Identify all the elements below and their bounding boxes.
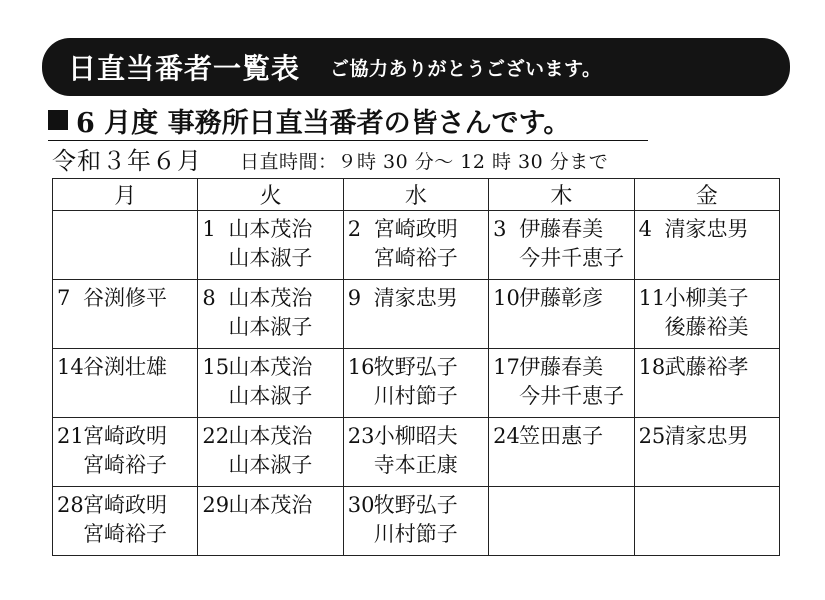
day-number: 25 bbox=[638, 424, 666, 448]
weekday-header: 金 bbox=[634, 179, 779, 211]
day-cell-content bbox=[57, 353, 193, 382]
day-number: 29 bbox=[202, 493, 230, 517]
day-cell bbox=[198, 349, 343, 418]
day-number: 24 bbox=[493, 424, 520, 448]
day-cell-content bbox=[202, 284, 338, 342]
day-cell bbox=[53, 349, 198, 418]
duty-person: 清家忠男 bbox=[664, 424, 749, 448]
day-cell-content bbox=[639, 284, 775, 342]
day-cell bbox=[53, 280, 198, 349]
day-cell-content bbox=[639, 422, 775, 451]
duty-person: 伊藤彰彦 bbox=[519, 286, 604, 310]
day-cell bbox=[198, 211, 343, 280]
week-row bbox=[53, 487, 780, 556]
week-row bbox=[53, 211, 780, 280]
duty-person: 山本茂治 bbox=[228, 355, 313, 379]
day-number: 11 bbox=[638, 286, 666, 310]
duty-person: 宮崎政明 bbox=[83, 424, 167, 448]
day-number: 23 bbox=[347, 424, 375, 448]
day-cell bbox=[198, 280, 343, 349]
duty-names bbox=[519, 284, 603, 313]
subtitle bbox=[48, 100, 648, 141]
duty-person: 今井千恵子 bbox=[519, 384, 625, 408]
duty-person: 谷渕修平 bbox=[83, 286, 167, 310]
duty-person: 山本淑子 bbox=[228, 246, 313, 270]
duty-person: 宮崎政明 bbox=[83, 493, 167, 517]
day-number: 8 bbox=[202, 286, 216, 310]
duty-person: 武藤裕孝 bbox=[664, 355, 749, 379]
duty-person: 牧野弘子 bbox=[373, 355, 458, 379]
weekday-header: 火 bbox=[198, 179, 343, 211]
duty-person: 山本淑子 bbox=[228, 315, 313, 339]
weekday-header: 水 bbox=[343, 179, 488, 211]
duty-names bbox=[228, 215, 312, 273]
day-cell-content bbox=[202, 422, 338, 480]
duty-person: 宮崎裕子 bbox=[83, 522, 167, 546]
calendar-body bbox=[53, 211, 780, 556]
day-cell bbox=[489, 211, 634, 280]
day-cell bbox=[53, 418, 198, 487]
duty-names bbox=[228, 422, 312, 480]
day-number: 1 bbox=[202, 217, 216, 241]
duty-person: 伊藤春美 bbox=[519, 217, 604, 241]
day-cell-content bbox=[57, 491, 193, 549]
duty-person: 牧野弘子 bbox=[373, 493, 458, 517]
duty-person: 今井千恵子 bbox=[519, 246, 625, 270]
duty-person: 宮崎政明 bbox=[373, 217, 458, 241]
duty-names bbox=[519, 422, 603, 451]
day-number: 14 bbox=[57, 355, 84, 379]
day-cell bbox=[53, 211, 198, 280]
day-number: 30 bbox=[347, 493, 375, 517]
day-cell bbox=[634, 280, 779, 349]
duty-person: 小柳昭夫 bbox=[373, 424, 458, 448]
duty-names bbox=[83, 491, 167, 549]
day-number: 21 bbox=[57, 424, 84, 448]
subtitle-text: 6 月度 事務所日直当番者の皆さんです。 bbox=[76, 107, 571, 139]
day-cell-content bbox=[348, 284, 484, 313]
day-cell bbox=[343, 280, 488, 349]
day-number: 15 bbox=[202, 355, 230, 379]
day-cell-content bbox=[348, 422, 484, 480]
day-cell bbox=[343, 349, 488, 418]
day-cell-content bbox=[348, 491, 484, 549]
title-banner bbox=[42, 38, 790, 96]
day-cell bbox=[343, 211, 488, 280]
day-cell bbox=[489, 418, 634, 487]
duty-names bbox=[374, 422, 458, 480]
duty-person: 山本淑子 bbox=[228, 384, 313, 408]
day-cell-content bbox=[493, 422, 629, 451]
weekday-header-row bbox=[53, 179, 780, 211]
duty-person: 山本茂治 bbox=[228, 424, 313, 448]
duty-names bbox=[519, 215, 624, 273]
duty-person: 宮崎裕子 bbox=[373, 246, 458, 270]
day-cell-content bbox=[202, 215, 338, 273]
duty-person: 伊藤春美 bbox=[519, 355, 604, 379]
duty-person: 清家忠男 bbox=[373, 286, 458, 310]
day-cell-content bbox=[57, 284, 193, 313]
day-number: 7 bbox=[57, 286, 71, 310]
duty-names bbox=[228, 491, 312, 520]
duty-names bbox=[374, 284, 458, 313]
day-number: 3 bbox=[493, 217, 507, 241]
duty-person: 川村節子 bbox=[373, 384, 458, 408]
day-cell bbox=[198, 418, 343, 487]
day-cell bbox=[489, 349, 634, 418]
day-cell-content bbox=[493, 284, 629, 313]
day-cell-content bbox=[348, 353, 484, 411]
duty-person: 笠田惠子 bbox=[519, 424, 604, 448]
day-cell bbox=[53, 487, 198, 556]
day-number: 4 bbox=[638, 217, 652, 241]
duty-person: 川村節子 bbox=[373, 522, 458, 546]
duty-names bbox=[665, 353, 749, 382]
duty-person: 谷渕壮雄 bbox=[83, 355, 167, 379]
era-date: 令和３年６月 bbox=[52, 147, 202, 175]
duty-person: 山本茂治 bbox=[228, 217, 313, 241]
day-cell bbox=[634, 349, 779, 418]
day-number: 9 bbox=[347, 286, 362, 310]
duty-person: 山本茂治 bbox=[228, 286, 313, 310]
duty-person: 山本茂治 bbox=[228, 493, 313, 517]
day-cell bbox=[343, 487, 488, 556]
duty-names bbox=[665, 422, 749, 451]
info-line bbox=[52, 144, 792, 176]
day-number: 10 bbox=[493, 286, 520, 310]
day-cell bbox=[198, 487, 343, 556]
day-cell-content bbox=[348, 215, 484, 273]
banner-title: 日直当番者一覧表 bbox=[68, 52, 301, 85]
day-cell-content bbox=[202, 353, 338, 411]
weekday-header: 木 bbox=[489, 179, 634, 211]
duty-names bbox=[374, 215, 458, 273]
week-row bbox=[53, 418, 780, 487]
duty-names bbox=[374, 491, 458, 549]
day-number: 18 bbox=[638, 355, 666, 379]
duty-hours: 日直時間：９時 30 分～ 12 時 30 分まで bbox=[240, 151, 609, 173]
day-number: 28 bbox=[57, 493, 84, 517]
square-bullet-icon bbox=[48, 110, 68, 130]
day-number: 22 bbox=[202, 424, 230, 448]
banner-thanks: ご協力ありがとうございます。 bbox=[330, 57, 602, 80]
day-cell-content bbox=[202, 491, 338, 520]
duty-names bbox=[83, 284, 167, 313]
day-cell-content bbox=[493, 215, 629, 273]
duty-names bbox=[83, 422, 167, 480]
duty-names bbox=[228, 353, 312, 411]
duty-person: 後藤裕美 bbox=[664, 315, 749, 339]
day-number: 16 bbox=[347, 355, 375, 379]
day-cell bbox=[489, 280, 634, 349]
day-cell-content bbox=[639, 215, 775, 244]
week-row bbox=[53, 349, 780, 418]
duty-person: 山本淑子 bbox=[228, 453, 313, 477]
weekday-header: 月 bbox=[53, 179, 198, 211]
day-cell bbox=[634, 418, 779, 487]
duty-names bbox=[374, 353, 458, 411]
day-cell bbox=[489, 487, 634, 556]
duty-names bbox=[665, 215, 749, 244]
day-cell-content bbox=[493, 353, 629, 411]
day-cell-content bbox=[57, 422, 193, 480]
day-number: 2 bbox=[347, 217, 362, 241]
duty-person: 清家忠男 bbox=[664, 217, 749, 241]
duty-calendar bbox=[52, 178, 780, 556]
duty-person: 宮崎裕子 bbox=[83, 453, 167, 477]
duty-names bbox=[519, 353, 624, 411]
day-number: 17 bbox=[493, 355, 520, 379]
duty-names bbox=[83, 353, 167, 382]
day-cell bbox=[343, 418, 488, 487]
day-cell bbox=[634, 487, 779, 556]
day-cell-content bbox=[639, 353, 775, 382]
duty-person: 小柳美子 bbox=[664, 286, 749, 310]
day-cell bbox=[634, 211, 779, 280]
duty-names bbox=[665, 284, 749, 342]
duty-names bbox=[228, 284, 312, 342]
week-row bbox=[53, 280, 780, 349]
duty-person: 寺本正康 bbox=[373, 453, 458, 477]
